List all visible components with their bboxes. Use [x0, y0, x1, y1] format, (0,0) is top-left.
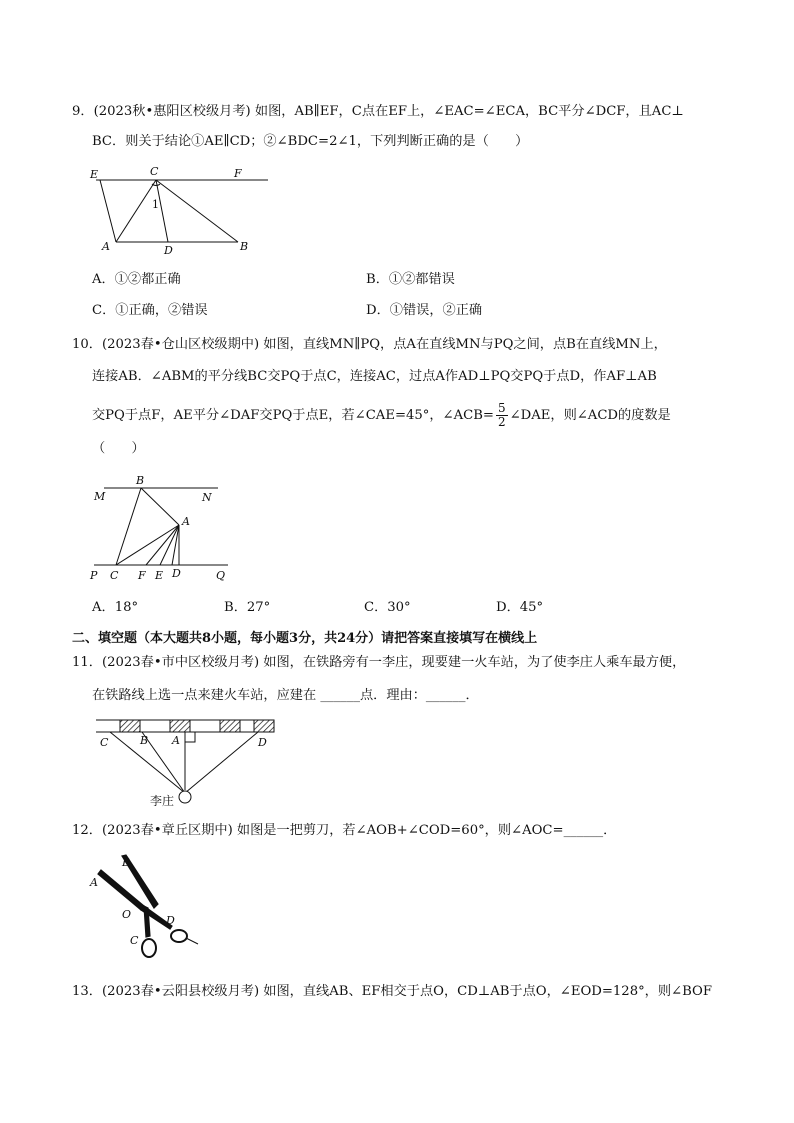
- q12-label-O: O: [122, 908, 132, 921]
- q11-label-C: C: [100, 736, 109, 749]
- q10-label-E: E: [155, 569, 164, 582]
- q10-option-c[interactable]: C．30°: [364, 600, 411, 615]
- q10-fraction: [496, 402, 508, 429]
- q13-text-line1: 13．(2023春•云阳县校级月考) 如图，直线AB、EF相交于点O，CD⊥AB于点O，∠EOD=128°，则∠BOF: [72, 984, 713, 999]
- q12-scissors-figure: [86, 852, 206, 964]
- section-fill-in-header: 二、填空题（本大题共8小题，每小题3分，共24分）请把答案直接填写在横线上: [72, 631, 538, 646]
- q10-option-a[interactable]: A．18°: [92, 600, 139, 615]
- q10-label-F: F: [138, 569, 146, 582]
- q10-line3-pre: 交PQ于点F，AE平分∠DAF交PQ于点E，若∠CAE=45°，∠ACB=: [92, 408, 494, 423]
- q10-label-N: N: [202, 491, 212, 504]
- q9-option-d[interactable]: D．①错误，②正确: [366, 303, 483, 318]
- q10-label-C: C: [110, 569, 119, 582]
- q9-label-D: D: [164, 244, 173, 257]
- q12-label-A: A: [90, 876, 98, 889]
- q9-label-angle1: 1: [152, 198, 159, 211]
- q10-label-D: D: [172, 567, 181, 580]
- q11-label-village: 李庄: [150, 794, 175, 808]
- q10-label-P: P: [90, 569, 98, 582]
- q10-fraction-denominator: 2: [497, 415, 506, 429]
- q9-label-A: A: [102, 240, 110, 253]
- q9-option-b[interactable]: B．①②都错误: [366, 272, 455, 287]
- q12-label-B: B: [122, 856, 131, 869]
- q11-text-line1: 11．(2023春•市中区校级月考) 如图，在铁路旁有一李庄，现要建一火车站，为了使李庄人乘车最方便，: [72, 655, 686, 670]
- q12-label-C: C: [130, 934, 139, 947]
- q11-label-B: B: [140, 734, 149, 747]
- q10-text-line4: （ ）: [92, 441, 145, 456]
- q9-figure: [86, 162, 266, 260]
- q10-option-b[interactable]: B．27°: [224, 600, 271, 615]
- q10-figure: [86, 472, 236, 584]
- q10-option-d[interactable]: D．45°: [496, 600, 544, 615]
- q10-label-M: M: [94, 490, 106, 503]
- q10-text-line3: [92, 402, 671, 429]
- q9-label-E: E: [90, 168, 99, 181]
- q9-option-c[interactable]: C．①正确，②错误: [92, 303, 208, 318]
- q12-label-D: D: [166, 914, 175, 927]
- q9-label-C: C: [150, 165, 159, 178]
- q9-text-line2: BC．则关于结论①AE∥CD；②∠BDC=2∠1，下列判断正确的是（ ）: [92, 134, 529, 149]
- q12-text-line1: 12．(2023春•章丘区期中) 如图是一把剪刀，若∠AOB+∠COD=60°，则∠AOC=______．: [72, 823, 617, 838]
- q10-text-line1: 10．(2023春•仓山区校级期中) 如图，直线MN∥PQ，点A在直线MN与PQ之间，点B在直线MN上，: [72, 337, 667, 352]
- q9-label-F: F: [234, 167, 242, 180]
- q10-label-A: A: [182, 515, 190, 528]
- q10-fraction-numerator: 5: [497, 401, 506, 415]
- q10-label-B: B: [136, 474, 145, 487]
- q9-label-B: B: [240, 240, 249, 253]
- q11-label-D: D: [258, 736, 267, 749]
- q11-figure: [92, 716, 282, 808]
- q9-text-line1: 9．(2023秋•惠阳区校级月考) 如图，AB∥EF，C点在EF上，∠EAC=∠ECA，BC平分∠DCF，且AC⊥: [72, 104, 684, 119]
- q11-text-line2: 在铁路线上选一点来建火车站，应建在 ______点．理由：______．: [92, 688, 479, 703]
- q10-label-Q: Q: [216, 569, 226, 582]
- q10-line3-post: ∠DAE，则∠ACD的度数是: [509, 408, 671, 423]
- q10-text-line2: 连接AB．∠ABM的平分线BC交PQ于点C，连接AC，过点A作AD⊥PQ交PQ于点D，作AF⊥AB: [92, 369, 657, 384]
- q11-label-A: A: [172, 734, 180, 747]
- q9-option-a[interactable]: A．①②都正确: [92, 272, 181, 287]
